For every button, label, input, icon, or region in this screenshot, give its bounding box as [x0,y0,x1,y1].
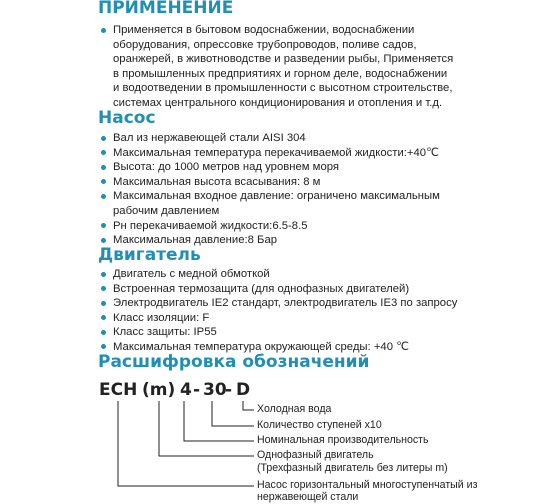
list-item: Применяется в бытовом водоснабжении, водоснабжении [100,23,453,38]
section-title-application: ПРИМЕНЕНИЕ [98,0,234,18]
list-item: Максимальная температура окружающей среды: +40 ℃ [100,340,457,355]
list-item-continuation: системах центрального кондиционирования и отопления и т.д. [113,96,443,109]
list-item: Класс защиты: IP55 [100,325,457,340]
section-title-pump: Насос [98,108,156,128]
list-item-continuation: оборудования, опрессовке трубопроводов, поливе садов, [113,38,417,51]
code-phase: (m) [142,380,176,400]
section-title-decoding: Расшифровка обозначений [98,352,370,372]
list-item: Высота: до 1000 метров над уровнем моря [100,160,440,175]
code-water: D [236,380,251,400]
list-item: Максимальная давление:8 Бар [100,233,440,248]
list-item-continuation: рабочим давлением [113,204,220,217]
list-item: Максимальная входное давление: ограничено максимальным [100,189,440,204]
list-item: Встроенная термозащита (для однофазных двигателей) [100,282,457,297]
list-item: Максимальная температура перекачиваемой жидкости:+40℃ [100,146,440,161]
list-item: Класс изоляции: F [100,311,457,326]
legend-stages: Количество ступеней x10 [257,419,382,431]
legend-pump-type: Насос горизонтальный многоступенчатый из [257,479,478,491]
legend-three-phase: (Трехфазный двигатель без литеры m) [257,462,448,474]
legend-nominal-flow: Номинальная производительность [257,434,429,446]
connector-line [212,401,254,426]
connector-line [243,401,254,410]
list-item: Двигатель с медной обмоткой [100,267,457,282]
code-flow: 4 [180,380,192,400]
code-stages: 30 [203,380,227,400]
code-dash: - [225,380,233,400]
list-item: Максимальная высота всасывания: 8 м [100,175,440,190]
list-item: Вал из нержавеющей стали AISI 304 [100,131,440,146]
list-item: Рн перекачиваемой жидкости:6.5-8.5 [100,219,440,234]
list-item-continuation: оранжерей, в животноводстве и разведении рыбы, Применяется [113,53,454,66]
list-item-continuation: и водоотведении в промышленности с высотном строительстве, [113,82,453,95]
connector-line [159,401,254,456]
code-dash: - [193,380,201,400]
legend-single-phase: Однофазный двигатель [257,449,374,461]
code-series: ECH [99,380,138,400]
list-item-continuation: в промышленных предприятиях и горном деле, водоснабжении [113,67,448,80]
list-item: Электродвигатель IE2 стандарт, электродвигатель IE3 по запросу [100,296,457,311]
legend-pump-type-cont: нержавеющей стали [257,491,359,503]
section-title-motor: Двигатель [98,245,201,265]
legend-cold-water: Холодная вода [257,403,332,415]
connector-line [118,401,254,486]
